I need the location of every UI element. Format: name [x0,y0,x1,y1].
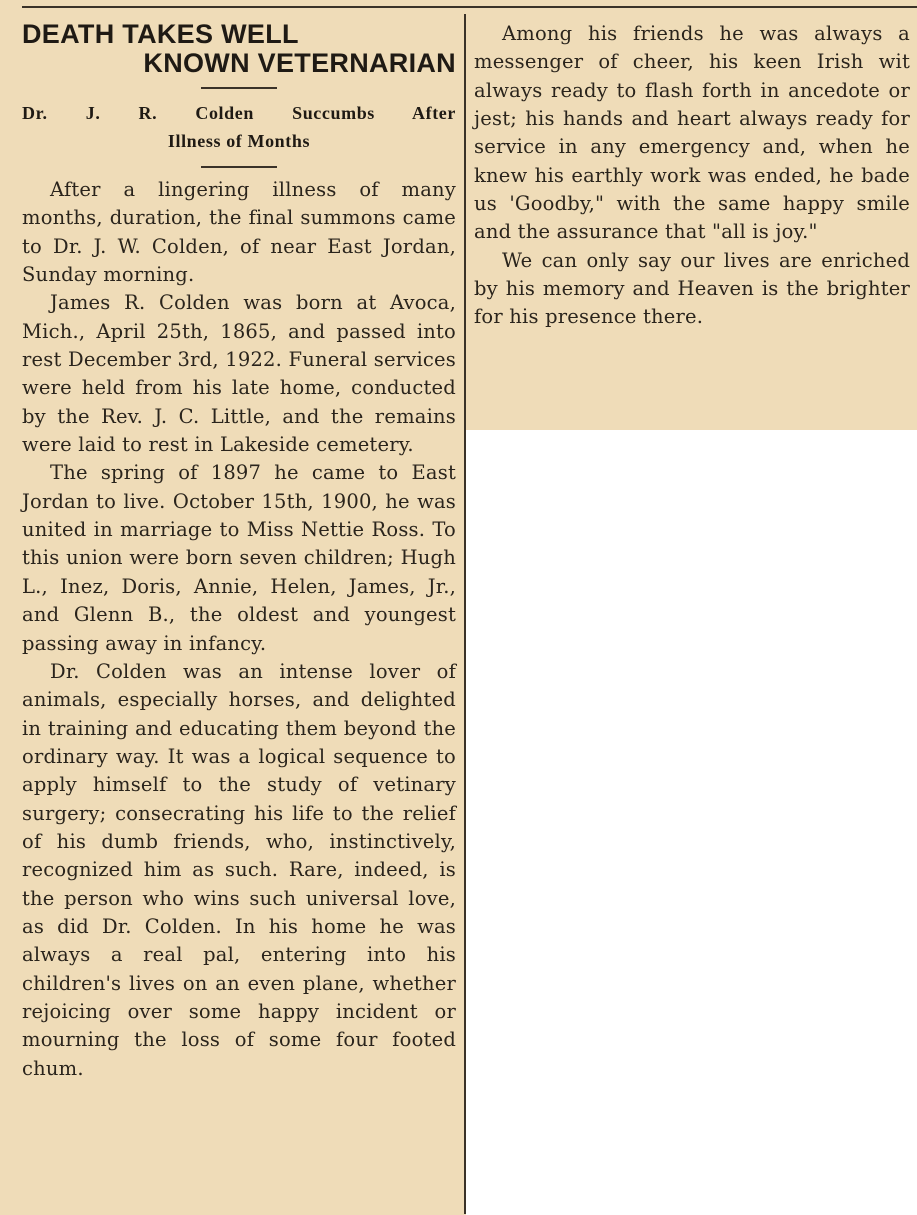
column-rule [464,14,466,1214]
paragraph-2: James R. Colden was born at Avoca, Mich., April 25th, 1865, and passed into rest December 3rd, 1922. Funeral services were held from his late home, conducted by the Rev. J. C. Little, and the remains were laid to rest in Lakeside cemetery. [22,291,456,457]
subheadline [22,99,456,155]
left-column [22,20,456,1083]
headline-line-1: DEATH TAKES WELL [22,19,299,49]
paragraph-4: Dr. Colden was an intense lover of animals, especially horses, and delighted in training and educating them beyond the ordinary way. It was a logical sequence to apply himself to the study of vetinary surgery; consecrating his life to the relief of his dumb friends, who, instinctively, recognized him as such. Rare, indeed, is the person who wins such universal love, as did Dr. Colden. In his home he was always a real pal, entering into his children's lives on an even plane, whether rejoicing over some happy incident or mourning the loss of some four footed chum. [22,659,456,1080]
subheadline-divider [201,166,277,168]
subheadline-line-1: Dr. J. R. Colden Succumbs After [22,103,456,123]
headline [22,20,456,78]
headline-divider [201,87,277,89]
top-rule [22,6,917,8]
right-column [474,20,910,332]
paragraph-5: Among his friends he was always a messenger of cheer, his keen Irish wit always ready to flash forth in ancedote or jest; his hands and heart always ready for service in any emergency and, when he knew his earthly work was ended, he bade us 'Goodby," with the same happy smile and the assurance that "all is joy." [474,22,910,244]
paragraph-1: After a lingering illness of many months, duration, the final summons came to Dr. J. W. Colden, of near East Jordan, Sunday morning. [22,178,456,287]
subheadline-line-2: Illness of Months [167,131,311,151]
paragraph-3: The spring of 1897 he came to East Jordan to live. October 15th, 1900, he was united in marriage to Miss Nettie Ross. To this union were born seven children; Hugh L., Inez, Doris, Annie, Helen, James, Jr., and Glenn B., the oldest and youngest passing away in infancy. [22,461,456,655]
paragraph-6: We can only say our lives are enriched by his memory and Heaven is the brighter for his presence there. [474,248,910,329]
headline-line-2: KNOWN VETERNARIAN [143,48,456,78]
